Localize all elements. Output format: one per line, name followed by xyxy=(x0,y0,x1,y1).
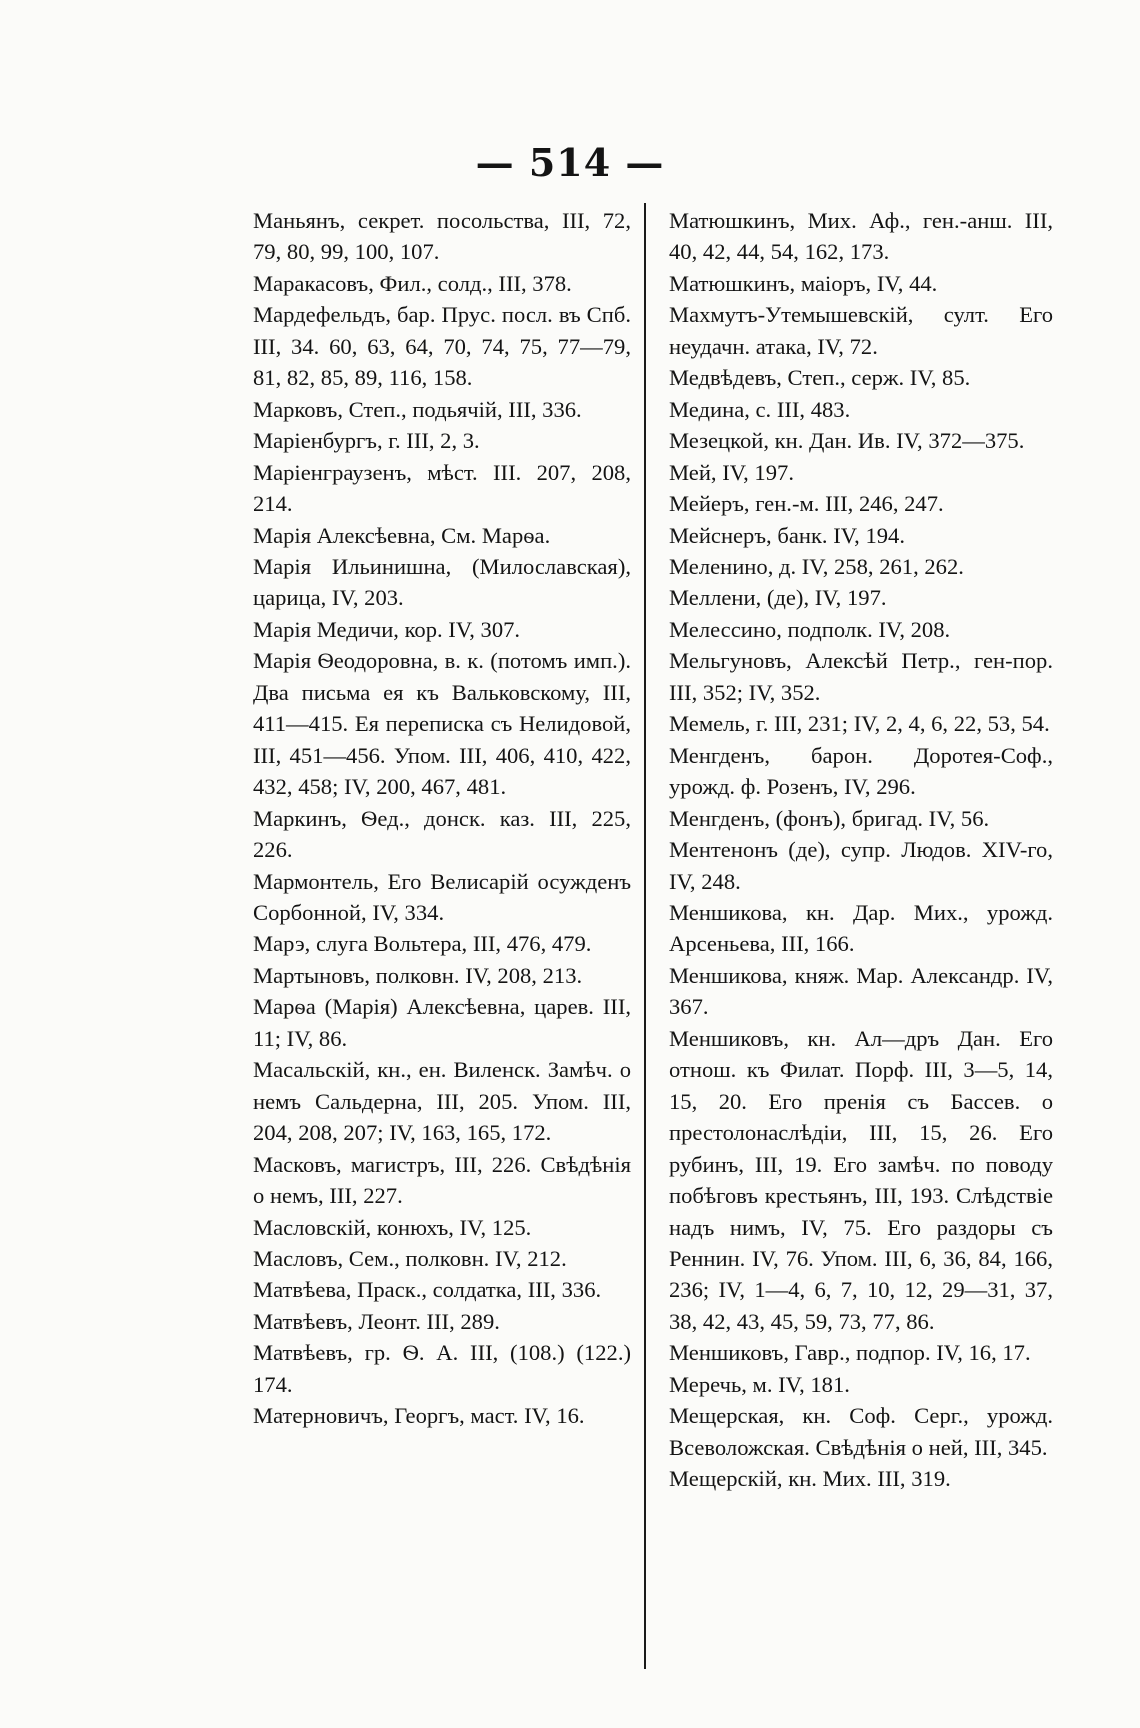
column-divider xyxy=(644,203,646,1669)
index-entry: Масковъ, магистръ, III, 226. Свѣдѣнія о немъ, III, 227. xyxy=(253,1151,631,1209)
index-entry: Меллени, (де), IV, 197. xyxy=(669,585,887,611)
index-entry: Медвѣдевъ, Степ., серж. IV, 85. xyxy=(669,365,971,391)
index-entry: Масловъ, Сем., полковн. IV, 212. xyxy=(253,1245,567,1271)
index-entry: Мейснеръ, банк. IV, 194. xyxy=(669,522,905,548)
index-entry: Медина, с. III, 483. xyxy=(669,396,851,422)
index-entry: Меречь, м. IV, 181. xyxy=(669,1371,850,1397)
index-entry: Мейеръ, ген.-м. III, 246, 247. xyxy=(669,491,944,517)
index-entry: Мезецкой, кн. Дан. Ив. IV, 372—375. xyxy=(669,428,1025,454)
index-entry: Мельгуновъ, Алексѣй Петр., ген-пор. III, 352; IV, 352. xyxy=(669,648,1053,705)
index-entry: Мартыновъ, полковн. IV, 208, 213. xyxy=(253,962,583,988)
index-entry: Мардефельдъ, бар. Прус. посл. въ Спб. III, 34. 60, 63, 64, 70, 74, 75, 77—79, 81, 82, 85, 89, 116, 158. xyxy=(253,302,631,391)
index-entry: Ментенонъ (де), супр. Людов. XIV-го, IV, 248. xyxy=(669,837,1053,894)
left-column xyxy=(253,205,631,1432)
index-entry: Марковъ, Степ., подьячій, III, 336. xyxy=(253,396,582,422)
index-entry: Меншикова, княж. Мар. Александр. IV, 367. xyxy=(669,962,1053,1020)
index-entry: Махмутъ-Утемышевскій, султ. Его неудачн. атака, IV, 72. xyxy=(669,302,1053,359)
index-entry: Меншиковъ, Гавр., подпор. IV, 16, 17. xyxy=(669,1340,1031,1366)
index-entry: Матерновичъ, Георгъ, маст. IV, 16. xyxy=(253,1403,585,1429)
right-column xyxy=(669,205,1053,1495)
page-number: — 514 — xyxy=(475,140,665,185)
index-entry: Марѳа (Марія) Алексѣевна, царев. III, 11; IV, 86. xyxy=(253,994,631,1051)
index-entry: Мемель, г. III, 231; IV, 2, 4, 6, 22, 53, 54. xyxy=(669,711,1050,737)
index-entry: Матюшкинъ, Мих. Аф., ген.-анш. III, 40, 42, 44, 54, 162, 173. xyxy=(669,208,1053,265)
index-entry: Марэ, слуга Вольтера, III, 476, 479. xyxy=(253,931,592,957)
index-entry: Мещерская, кн. Соф. Серг., урожд. Всеволожская. Свѣдѣнія о ней, III, 345. xyxy=(669,1403,1053,1460)
index-entry: Маріенграузенъ, мѣст. III. 207, 208, 214. xyxy=(253,459,631,517)
index-entry: Матвѣевъ, гр. Ѳ. А. III, (108.) (122.) 174. xyxy=(253,1340,631,1397)
index-entry: Матвѣева, Праск., солдатка, III, 336. xyxy=(253,1277,602,1303)
index-entry: Менгденъ, барон. Доротея-Соф., урожд. ф. Розенъ, IV, 296. xyxy=(669,742,1053,800)
index-entry: Маракасовъ, Фил., солд., III, 378. xyxy=(253,270,572,296)
index-entry: Мармонтель, Его Велисарій осужденъ Сорбонной, IV, 334. xyxy=(253,868,631,925)
index-entry: Менгденъ, (фонъ), бригад. IV, 56. xyxy=(669,805,990,831)
index-entry: Масловскій, конюхъ, IV, 125. xyxy=(253,1214,532,1240)
index-entry: Меншикова, кн. Дар. Мих., урожд. Арсеньева, III, 166. xyxy=(669,899,1053,957)
index-entry: Маріенбургъ, г. III, 2, 3. xyxy=(253,428,480,454)
index-entry: Марія Ѳеодоровна, в. к. (потомъ имп.). Два письма ея къ Вальковскому, III, 411—415. Ея переписка съ Нелидовой, III, 451—456. Упом. III, 406, 410, 422, 432, 458; IV, 200, 467, 481. xyxy=(253,648,631,800)
index-entry: Маркинъ, Ѳед., донск. каз. III, 225, 226. xyxy=(253,805,631,863)
index-entry: Марія Алексѣевна, См. Марѳа. xyxy=(253,522,551,548)
index-entry: Мещерскій, кн. Мих. III, 319. xyxy=(669,1466,951,1492)
index-entry: Матюшкинъ, маіоръ, IV, 44. xyxy=(669,270,938,296)
index-entry: Мелессино, подполк. IV, 208. xyxy=(669,616,951,642)
index-entry: Маньянъ, секрет. посольства, III, 72, 79, 80, 99, 100, 107. xyxy=(253,208,631,265)
index-entry: Марія Медичи, кор. IV, 307. xyxy=(253,616,521,642)
index-entry: Марія Ильинишна, (Милославская), царица, IV, 203. xyxy=(253,553,631,611)
index-entry: Масальскій, кн., ен. Виленск. Замѣч. о немъ Сальдерна, III, 205. Упом. III, 204, 208, 207; IV, 163, 165, 172. xyxy=(253,1057,631,1146)
index-entry: Меншиковъ, кн. Ал—дръ Дан. Его отнош. къ Филат. Порф. III, 3—5, 14, 15, 20. Его пренія съ Бассев. о престолонаслѣдіи, III, 15, 26. Его рубинъ, III, 19. Его замѣч. по поводу побѣговъ крестьянъ, III, 193. Слѣдствіе надъ нимъ, IV, 75. Его раздоры съ Реннин. IV, 76. Упом. III, 6, 36, 84, 166, 236; IV, 1—4, 6, 7, 10, 12, 29—31, 37, 38, 42, 43, 45, 59, 73, 77, 86. xyxy=(669,1025,1053,1334)
index-entry: Меленино, д. IV, 258, 261, 262. xyxy=(669,553,964,579)
index-entry: Матвѣевъ, Леонт. III, 289. xyxy=(253,1308,500,1334)
index-entry: Мей, IV, 197. xyxy=(669,459,794,485)
